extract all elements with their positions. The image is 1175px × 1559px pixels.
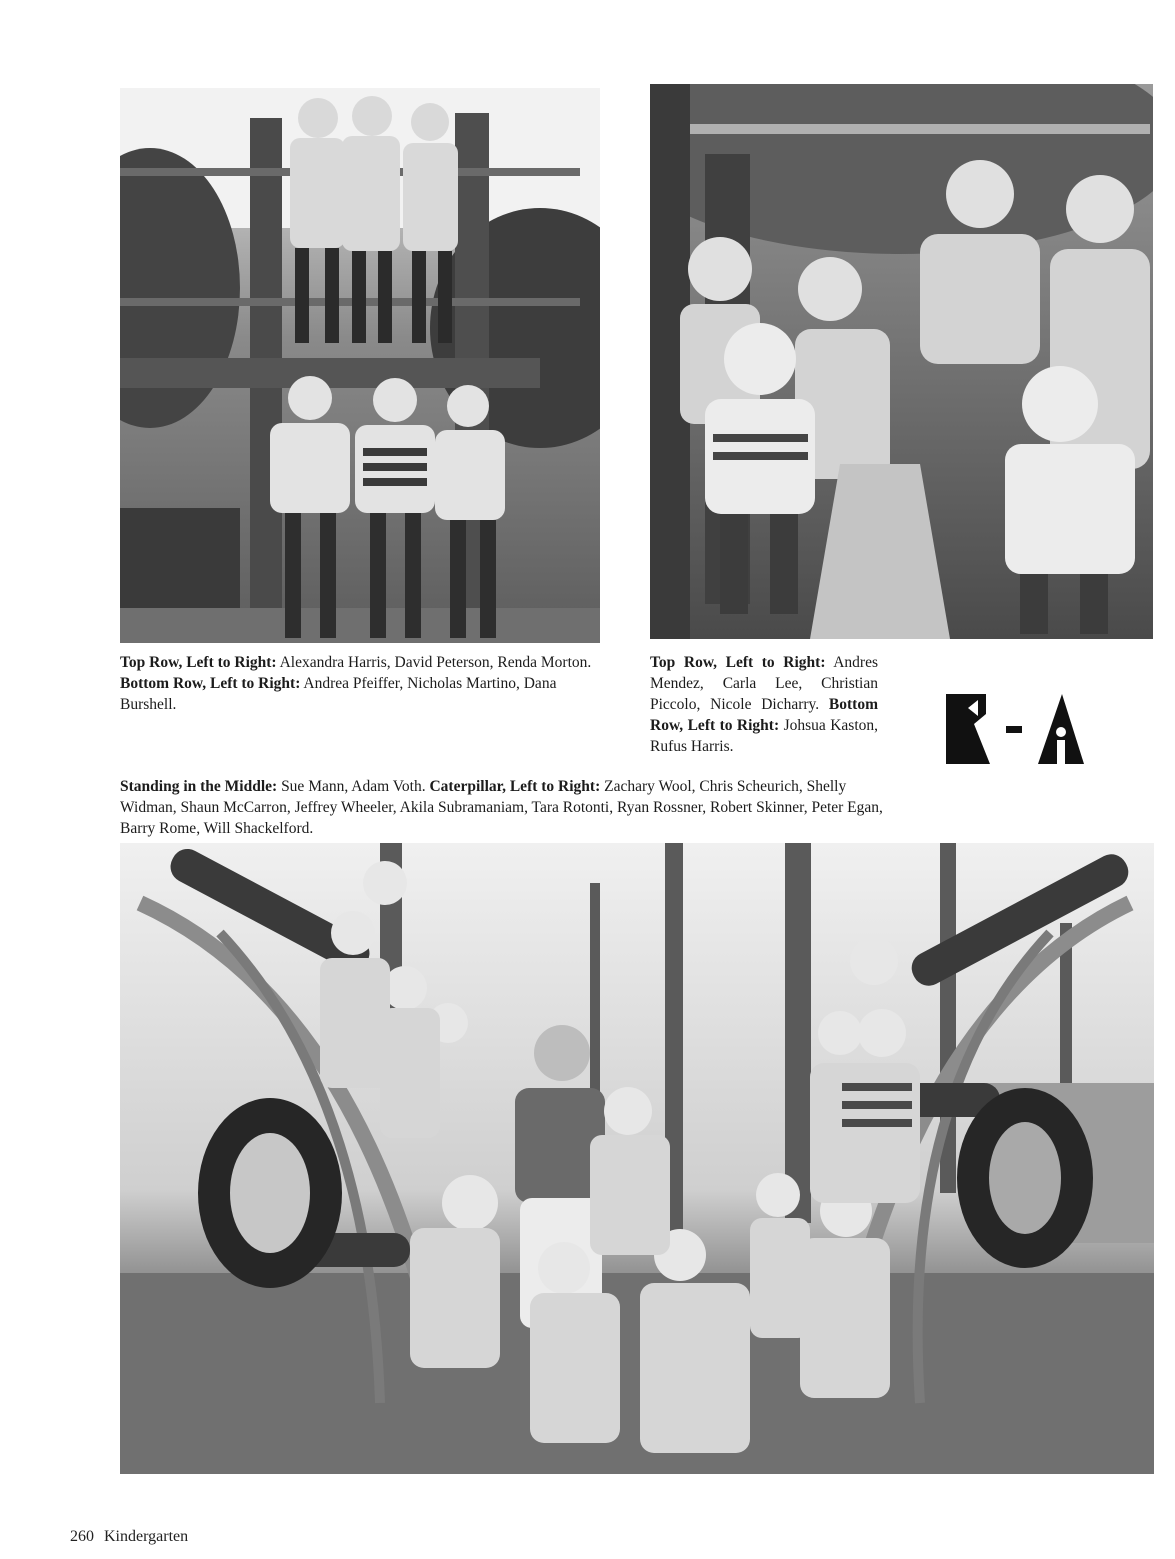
page-number: 260 (70, 1528, 94, 1545)
class-logo-graphic (944, 692, 1084, 766)
photo-1-caption (120, 652, 600, 715)
caption-2-names-top: Andres Mendez, Carla Lee, Christian Piccolo, Nicole Dicharry. (650, 654, 878, 713)
photo-1-image (120, 88, 600, 643)
caption-1-label-bottom: Bottom Row, Left to Right: (120, 675, 301, 692)
caption-3-names-middle: Sue Mann, Adam Voth. (277, 778, 430, 795)
caption-2-label-bottom: Bottom Row, Left to Right: (650, 696, 878, 734)
caption-1-names-bottom: Andrea Pfeiffer, Nicholas Martino, Dana Burshell. (120, 675, 557, 713)
photo-3-image (120, 843, 1154, 1474)
caption-3-label-middle: Standing in the Middle: (120, 778, 278, 795)
photo-playground-group-1 (120, 88, 600, 643)
photo-3-caption (120, 776, 890, 839)
caption-3-label-caterpillar: Caterpillar, Left to Right: (429, 778, 601, 795)
caption-3-names-caterpillar: Zachary Wool, Chris Scheurich, Shelly Widman, Shaun McCarron, Jeffrey Wheeler, Akila Subramaniam, Tara Rotonti, Ryan Rossner, Robert Skinner, Peter Egan, Barry Rome, Will Shackelford. (120, 778, 883, 837)
photo-caterpillar-group (120, 843, 1154, 1474)
class-logo (944, 692, 1084, 766)
photo-playground-group-2 (650, 84, 1153, 639)
page-footer (70, 1528, 188, 1546)
caption-2-label-top: Top Row, Left to Right: (650, 654, 826, 671)
section-title: Kindergarten (104, 1528, 189, 1545)
caption-2-names-bottom: Johsua Kaston, Rufus Harris. (650, 717, 879, 755)
photo-2-caption (650, 652, 878, 757)
caption-1-label-top: Top Row, Left to Right: (120, 654, 277, 671)
photo-2-image (650, 84, 1153, 639)
caption-1-names-top: Alexandra Harris, David Peterson, Renda Morton. (276, 654, 592, 671)
